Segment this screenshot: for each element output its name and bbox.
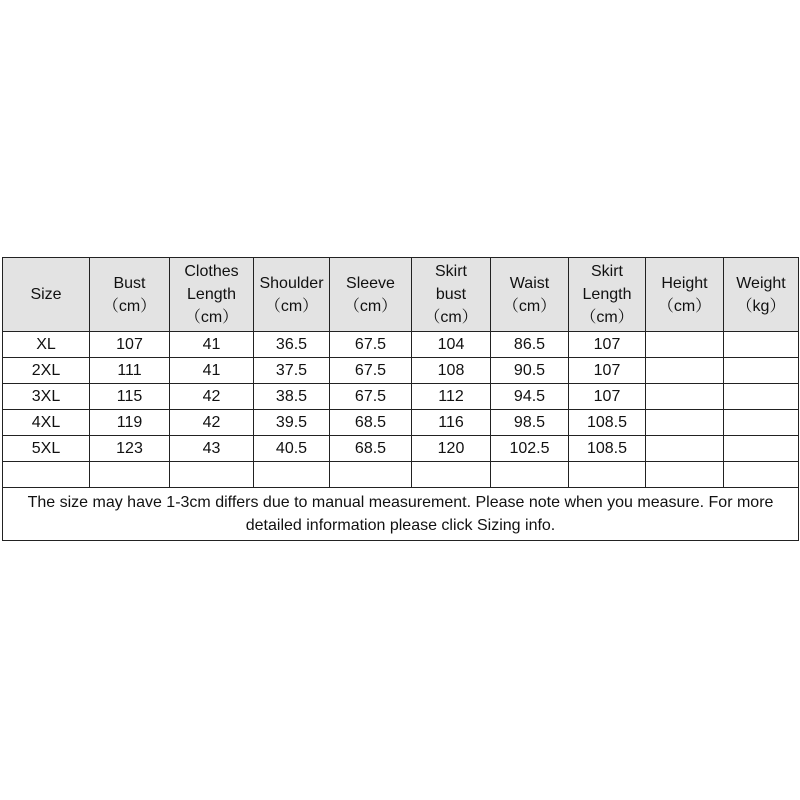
column-header-line: （kg） <box>736 297 786 315</box>
table-cell: 36.5 <box>254 332 330 358</box>
column-header-line: （cm） <box>657 297 712 315</box>
table-cell: 67.5 <box>330 358 412 384</box>
column-header-line: （cm） <box>102 297 157 315</box>
table-cell: 107 <box>569 332 646 358</box>
column-header-line: Length <box>187 286 236 303</box>
column-header-line: （cm） <box>424 309 478 326</box>
table-cell: 112 <box>412 384 491 410</box>
column-header <box>569 258 646 332</box>
column-header <box>491 258 569 332</box>
column-header-line: （cm） <box>264 297 319 315</box>
size-chart-table <box>2 257 799 541</box>
column-header-line: Shoulder <box>259 274 324 292</box>
column-header <box>646 258 724 332</box>
table-header <box>3 258 799 332</box>
column-header-line: bust <box>435 286 467 303</box>
table-cell <box>724 436 799 462</box>
table-cell: 38.5 <box>254 384 330 410</box>
table-cell: 98.5 <box>491 410 569 436</box>
table-cell: 116 <box>412 410 491 436</box>
column-header-line: （cm） <box>184 309 239 326</box>
table-cell: 42 <box>170 410 254 436</box>
table-cell: 5XL <box>3 436 90 462</box>
table-cell: 40.5 <box>254 436 330 462</box>
column-header <box>90 258 170 332</box>
table-cell: 41 <box>170 332 254 358</box>
note-row <box>3 488 799 541</box>
table-cell: 107 <box>569 358 646 384</box>
table-row <box>3 462 799 488</box>
table-cell <box>569 462 646 488</box>
table-cell: XL <box>3 332 90 358</box>
table-cell <box>724 384 799 410</box>
column-header-line: Skirt <box>435 263 467 280</box>
table-cell <box>646 384 724 410</box>
table-cell: 108 <box>412 358 491 384</box>
column-header-line: Waist <box>509 274 550 292</box>
table-cell: 119 <box>90 410 170 436</box>
column-header <box>412 258 491 332</box>
table-cell <box>724 358 799 384</box>
table-cell: 107 <box>569 384 646 410</box>
table-cell: 107 <box>90 332 170 358</box>
column-header-line: Skirt <box>591 263 623 280</box>
table-row <box>3 436 799 462</box>
column-header-line: Bust <box>113 274 146 292</box>
table-row <box>3 332 799 358</box>
table-cell: 108.5 <box>569 410 646 436</box>
table-cell: 67.5 <box>330 384 412 410</box>
table-cell: 39.5 <box>254 410 330 436</box>
measurement-note: The size may have 1-3cm differs due to manual measurement. Please note when you measure. For more detailed information please click Sizing info. <box>3 488 799 541</box>
table-row <box>3 410 799 436</box>
table-row <box>3 358 799 384</box>
table-cell <box>412 462 491 488</box>
table-cell: 3XL <box>3 384 90 410</box>
table-cell <box>646 462 724 488</box>
table-cell: 102.5 <box>491 436 569 462</box>
table-cell: 90.5 <box>491 358 569 384</box>
column-header <box>724 258 799 332</box>
table-cell: 115 <box>90 384 170 410</box>
column-header-line: （cm） <box>502 297 557 315</box>
table-cell: 4XL <box>3 410 90 436</box>
table-cell: 94.5 <box>491 384 569 410</box>
table-cell: 68.5 <box>330 436 412 462</box>
table-cell <box>646 332 724 358</box>
table-cell: 2XL <box>3 358 90 384</box>
table-cell: 86.5 <box>491 332 569 358</box>
column-header <box>254 258 330 332</box>
column-header-line: Clothes <box>184 263 239 280</box>
table-cell: 67.5 <box>330 332 412 358</box>
table-cell <box>646 436 724 462</box>
table-cell: 104 <box>412 332 491 358</box>
table-cell: 120 <box>412 436 491 462</box>
table-cell <box>170 462 254 488</box>
table-cell <box>724 332 799 358</box>
table-cell <box>90 462 170 488</box>
table-cell <box>724 410 799 436</box>
column-header-line: Weight <box>736 274 786 292</box>
column-header-line: （cm） <box>580 309 634 326</box>
table-cell <box>646 410 724 436</box>
table-cell: 42 <box>170 384 254 410</box>
column-header-line: Length <box>582 286 632 303</box>
table-cell: 68.5 <box>330 410 412 436</box>
table-cell <box>3 462 90 488</box>
table-cell <box>646 358 724 384</box>
column-header-line: Size <box>30 286 62 303</box>
table-cell <box>724 462 799 488</box>
table-cell <box>491 462 569 488</box>
table-cell <box>254 462 330 488</box>
header-row <box>3 258 799 332</box>
table-cell <box>330 462 412 488</box>
table-cell: 37.5 <box>254 358 330 384</box>
table-cell: 123 <box>90 436 170 462</box>
column-header-line: Sleeve <box>346 274 395 292</box>
table-row <box>3 384 799 410</box>
table-body <box>3 332 799 488</box>
table-cell: 41 <box>170 358 254 384</box>
column-header <box>330 258 412 332</box>
column-header <box>170 258 254 332</box>
column-header <box>3 258 90 332</box>
column-header-line: Height <box>661 274 708 292</box>
table-cell: 111 <box>90 358 170 384</box>
column-header-line: （cm） <box>343 297 398 315</box>
table-cell: 108.5 <box>569 436 646 462</box>
table-cell: 43 <box>170 436 254 462</box>
